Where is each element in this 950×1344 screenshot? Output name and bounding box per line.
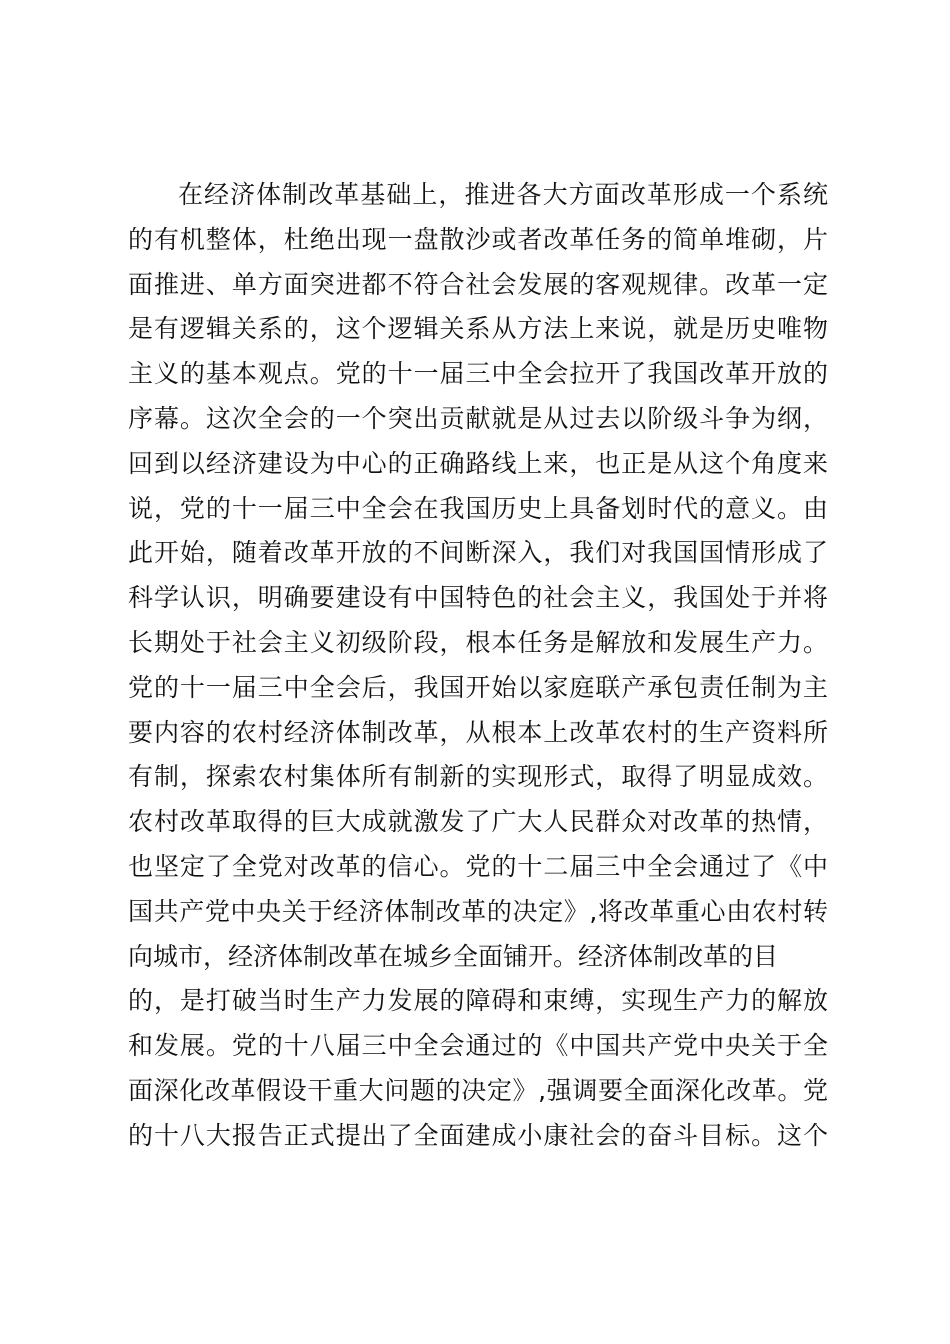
text-line: 也坚定了全党对改革的信心。党的十二届三中全会通过了《中 xyxy=(128,851,828,881)
text-line: 主义的基本观点。党的十一届三中全会拉开了我国改革开放的 xyxy=(128,359,828,389)
text-line: 在经济体制改革基础上，推进各大方面改革形成一个系统 xyxy=(178,180,828,209)
body-paragraph xyxy=(128,173,828,1159)
text-line: 说，党的十一届三中全会在我国历史上具备划时代的意义。由 xyxy=(128,493,828,523)
text-line: 面深化改革假设干重大问题的决定》,强调要全面深化改革。党 xyxy=(128,1075,828,1105)
text-line: 向城市，经济体制改革在城乡全面铺开。经济体制改革的目 xyxy=(128,941,779,971)
text-line: 要内容的农村经济体制改革，从根本上改革农村的生产资料所 xyxy=(128,717,828,747)
text-line: 的十八大报告正式提出了全面建成小康社会的奋斗目标。这个 xyxy=(128,1120,828,1150)
text-line: 农村改革取得的巨大成就激发了广大人民群众对改革的热情， xyxy=(128,807,828,837)
text-line: 回到以经济建设为中心的正确路线上来，也正是从这个角度来 xyxy=(128,448,828,478)
text-line: 面推进、单方面突进都不符合社会发展的客观规律。改革一定 xyxy=(128,269,828,299)
text-line: 序幕。这次全会的一个突出贡献就是从过去以阶级斗争为纲， xyxy=(128,403,828,433)
text-line: 是有逻辑关系的，这个逻辑关系从方法上来说，就是历史唯物 xyxy=(128,314,828,344)
text-line: 党的十一届三中全会后，我国开始以家庭联产承包责任制为主 xyxy=(128,672,828,702)
text-line: 和发展。党的十八届三中全会通过的《中国共产党中央关于全 xyxy=(128,1031,828,1061)
text-line: 此开始，随着改革开放的不间断深入，我们对我国国情形成了 xyxy=(128,538,828,568)
text-line: 国共产党中央关于经济体制改革的决定》,将改革重心由农村转 xyxy=(128,896,828,926)
text-line: 的有机整体，杜绝出现一盘散沙或者改革任务的简单堆砌，片 xyxy=(128,224,828,254)
text-line: 有制，探索农村集体所有制新的实现形式，取得了明显成效。 xyxy=(128,762,828,792)
text-line: 科学认识，明确要建设有中国特色的社会主义，我国处于并将 xyxy=(128,583,828,613)
text-line: 的，是打破当时生产力发展的障碍和束缚，实现生产力的解放 xyxy=(128,986,828,1016)
text-line: 长期处于社会主义初级阶段，根本任务是解放和发展生产力。 xyxy=(128,627,828,657)
